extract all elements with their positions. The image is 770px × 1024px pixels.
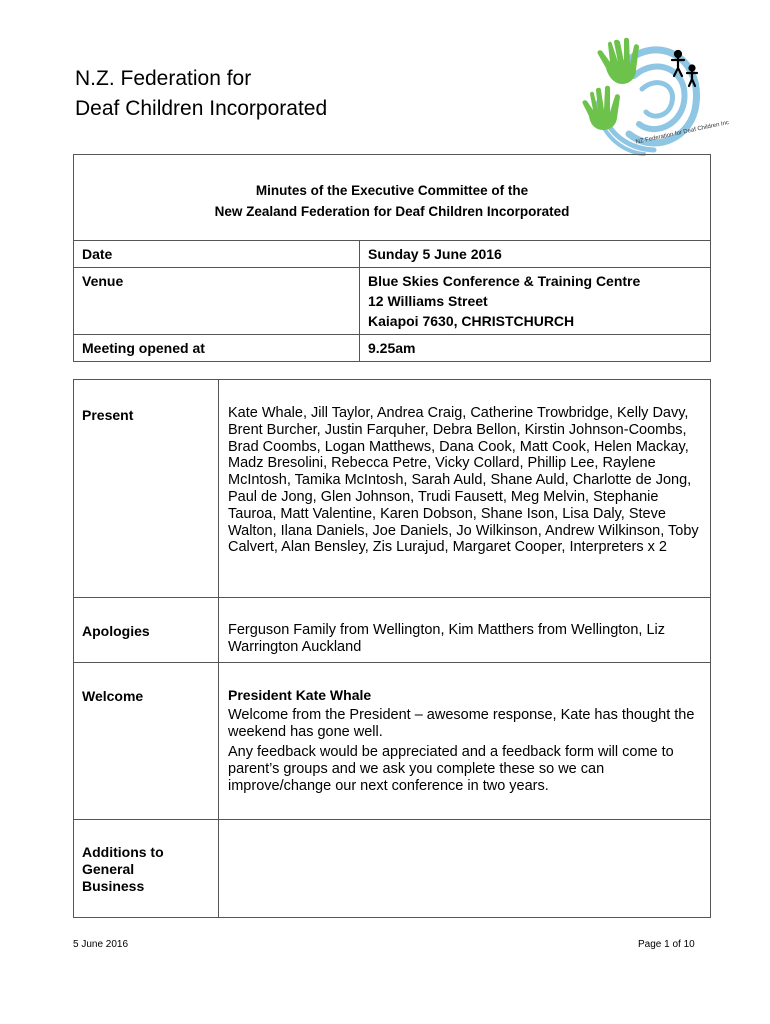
additions-label: [74, 820, 219, 918]
present-value: [219, 380, 711, 598]
logo-graphic: [584, 34, 730, 154]
venue-label: Venue: [74, 268, 360, 335]
welcome-row: [74, 663, 711, 820]
present-names: Kate Whale, Jill Taylor, Andrea Craig, Catherine Trowbridge, Kelly Davy, Brent Burcher, Justin Farquher, Debra Bellon, Kirstin Johnson-Coombs, Brad Coombs, Logan Matthews, Dana Cook, Matt Cook, Helen Mackay, Madz Bresolini, Rebecca Petre, Vicky Collard, Phillip Lee, Raylene McIntosh, Tamika McIntosh, Sarah Auld, Shane Auld, Charlotte de Jong, Paul de Jong, Glen Johnson, Trudi Fausett, Meg Melvin, Stephanie Tauroa, Matt Valentine, Karen Dobson, Shane Ison, Lisa Daly, Steve Walton, Ilana Daniels, Joe Daniels, Jo Wilkinson, Andrew Wilkinson, Toby Calvert, Alan Bensley, Zis Lurajud, Margaret Cooper, Interpreters x 2: [228, 405, 699, 556]
additions-row: [74, 820, 711, 918]
date-row: [74, 241, 711, 268]
minutes-title-box: [73, 154, 711, 240]
apologies-label: [74, 598, 219, 663]
apologies-value: [219, 598, 711, 663]
opened-row: [74, 335, 711, 362]
additions-value: [219, 820, 711, 918]
venue-value: [360, 268, 711, 335]
date-label: Date: [74, 241, 360, 268]
welcome-value: [219, 663, 711, 820]
footer-date: 5 June 2016: [73, 939, 129, 950]
additions-line3: Business: [82, 878, 145, 894]
org-title-line1: N.Z. Federation for: [75, 67, 252, 90]
additions-line2: General: [82, 861, 135, 877]
venue-row: [74, 268, 711, 335]
venue-line1: Blue Skies Conference & Training Centre: [368, 273, 641, 289]
minutes-title-line1: Minutes of the Executive Committee of the: [255, 183, 529, 198]
apologies-text: Ferguson Family from Wellington, Kim Matthers from Wellington, Liz Warrington Auckland: [228, 622, 666, 655]
organization-title: [75, 64, 327, 124]
welcome-heading: President Kate Whale: [228, 687, 372, 703]
opened-label: Meeting opened at: [74, 335, 360, 362]
date-value: Sunday 5 June 2016: [360, 241, 711, 268]
welcome-label: [74, 663, 219, 820]
federation-logo: [584, 34, 730, 154]
org-title-line2: Deaf Children Incorporated: [75, 97, 328, 120]
welcome-paragraph-2: Any feedback would be appreciated and a feedback form will come to parent’s groups and we ask you complete these so we can improve/change our next conference in two years.: [228, 744, 674, 794]
venue-line2: 12 Williams Street: [368, 293, 488, 309]
meeting-details-table: [73, 240, 711, 362]
apologies-row: [74, 598, 711, 663]
apologies-label-text: Apologies: [82, 623, 150, 639]
opened-value: 9.25am: [360, 335, 711, 362]
minutes-title-line2: New Zealand Federation for Deaf Children Incorporated: [214, 204, 570, 219]
welcome-paragraph-1: Welcome from the President – awesome response, Kate has thought the weekend has gone well.: [228, 706, 695, 740]
additions-line1: Additions to: [82, 844, 164, 860]
present-row: [74, 380, 711, 598]
venue-line3: Kaiapoi 7630, CHRISTCHURCH: [368, 313, 575, 329]
minutes-body-table: [73, 379, 711, 918]
present-label-text: Present: [82, 407, 134, 423]
footer-page-number: Page 1 of 10: [638, 939, 695, 950]
welcome-label-text: Welcome: [82, 688, 144, 704]
logo-text: NZ Federation for Deaf Children Inc: [635, 119, 730, 146]
present-label: [74, 380, 219, 598]
